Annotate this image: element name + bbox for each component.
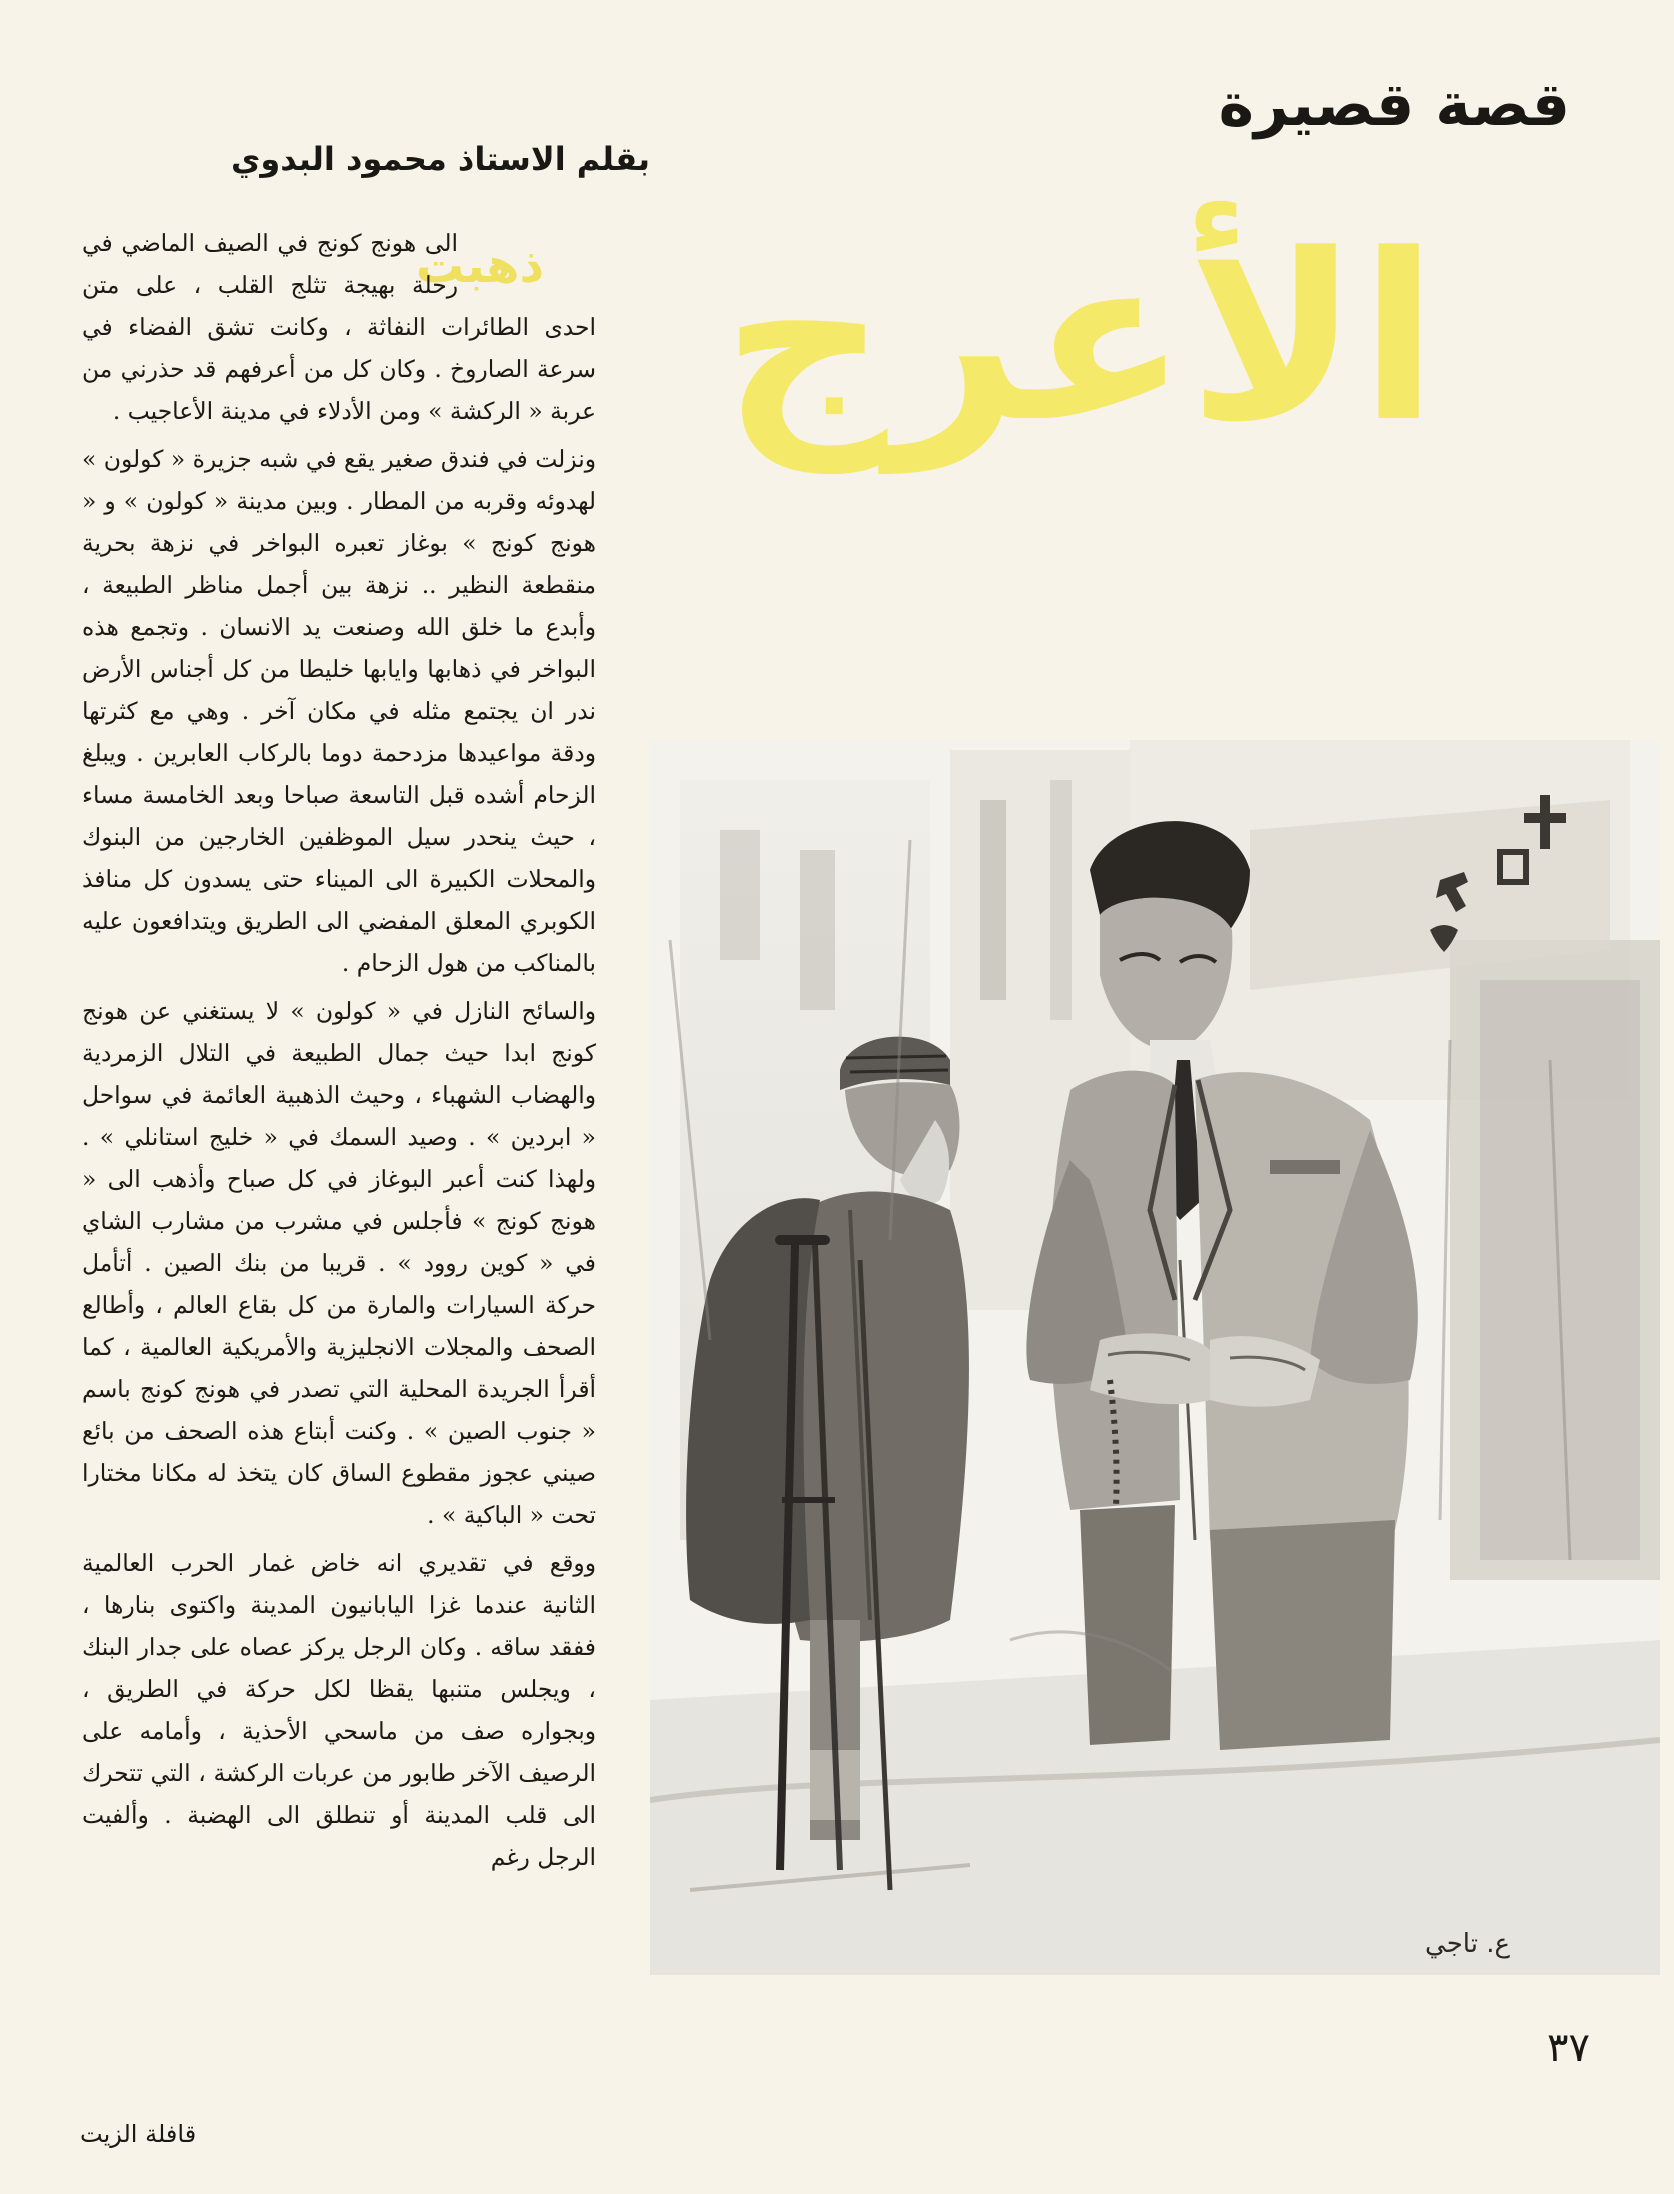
artist-signature: ع. تاجي bbox=[1425, 1929, 1510, 1959]
page-number: ٣٧ bbox=[1547, 2025, 1590, 2071]
article-paragraph: ووقع في تقديري انه خاض غمار الحرب العالمية الثانية عندما غزا اليابانيون المدينة واكتوى بنارها ، ففقد ساقه . وكان الرجل يركز عصاه على جدار البنك ، ويجلس متنبها يقظا لكل حركة في الطريق ، وبجواره صف من ماسحي الأحذية ، وأمامه على الرصيف الآخر طابور من عربات الركشة ، التي تتحرك الى قلب المدينة أو تنطلق الى الهضبة . وألفيت الرجل رغم bbox=[82, 1549, 596, 1871]
story-kicker: قصة قصيرة bbox=[1218, 70, 1570, 140]
magazine-footer: قافلة الزيت bbox=[80, 2120, 197, 2148]
story-title: الأعرج bbox=[721, 206, 1439, 473]
lead-word: ذهبت bbox=[415, 238, 545, 294]
author-byline: بقلم الاستاذ محمود البدوي bbox=[231, 140, 650, 178]
article-column bbox=[82, 222, 596, 2052]
article-paragraph: الى هونج كونج في الصيف الماضي في رحلة بهيجة تثلج القلب ، على متن احدى الطائرات النفاثة ، وكانت تشق الفضاء في سرعة الصاروخ . وكان كل من أعرفهم قد حذرني من عربة « الركشة » ومن الأدلاء في مدينة الأعاجيب . bbox=[82, 229, 596, 425]
article-paragraph: والسائح النازل في « كولون » لا يستغني عن هونج كونج ابدا حيث جمال الطبيعة في التلال الزمردية والهضاب الشهباء ، وحيث الذهبية العائمة في سواحل « ابردين » . وصيد السمك في « خليج استانلي » . ولهذا كنت أعبر البوغاز في كل صباح وأذهب الى « هونج كونج » فأجلس في مشرب من مشارب الشاي في « كوين روود » . قريبا من بنك الصين . أتأمل حركة السيارات والمارة من كل بقاع العالم ، وأطالع الصحف والمجلات الانجليزية والأمريكية العالمية ، كما أقرأ الجريدة المحلية التي تصدر في هونج كونج باسم « جنوب الصين » . وكنت أبتاع هذه الصحف من بائع صيني عجوز مقطوع الساق كان يتخذ له مكانا مختارا تحت « الباكية » . bbox=[82, 997, 596, 1529]
article-paragraph: ونزلت في فندق صغير يقع في شبه جزيرة « كولون » لهدوئه وقربه من المطار . وبين مدينة « كولون » و « هونج كونج » بوغاز تعبره البواخر في نزهة بحرية منقطعة النظير .. نزهة بين أجمل مناظر الطبيعة ، وأبدع ما خلق الله وصنعت يد الانسان . وتجمع هذه البواخر في ذهابها وايابها خليطا من كل أجناس الأرض ندر ان يجتمع مثله في مكان آخر . وهي مع كثرتها ودقة مواعيدها مزدحمة دوما بالركاب العابرين . ويبلغ الزحام أشده قبل التاسعة صباحا وبعد الخامسة مساء ، حيث ينحدر سيل الموظفين الخارجين من البنوك والمحلات الكبيرة الى الميناء حتى يسدون كل منافذ الكوبري المعلق المفضي الى الطريق ويتدافعون عليه بالمناكب من هول الزحام . bbox=[82, 445, 596, 977]
illustration-drawing bbox=[650, 740, 1660, 1975]
story-illustration bbox=[650, 740, 1660, 1975]
